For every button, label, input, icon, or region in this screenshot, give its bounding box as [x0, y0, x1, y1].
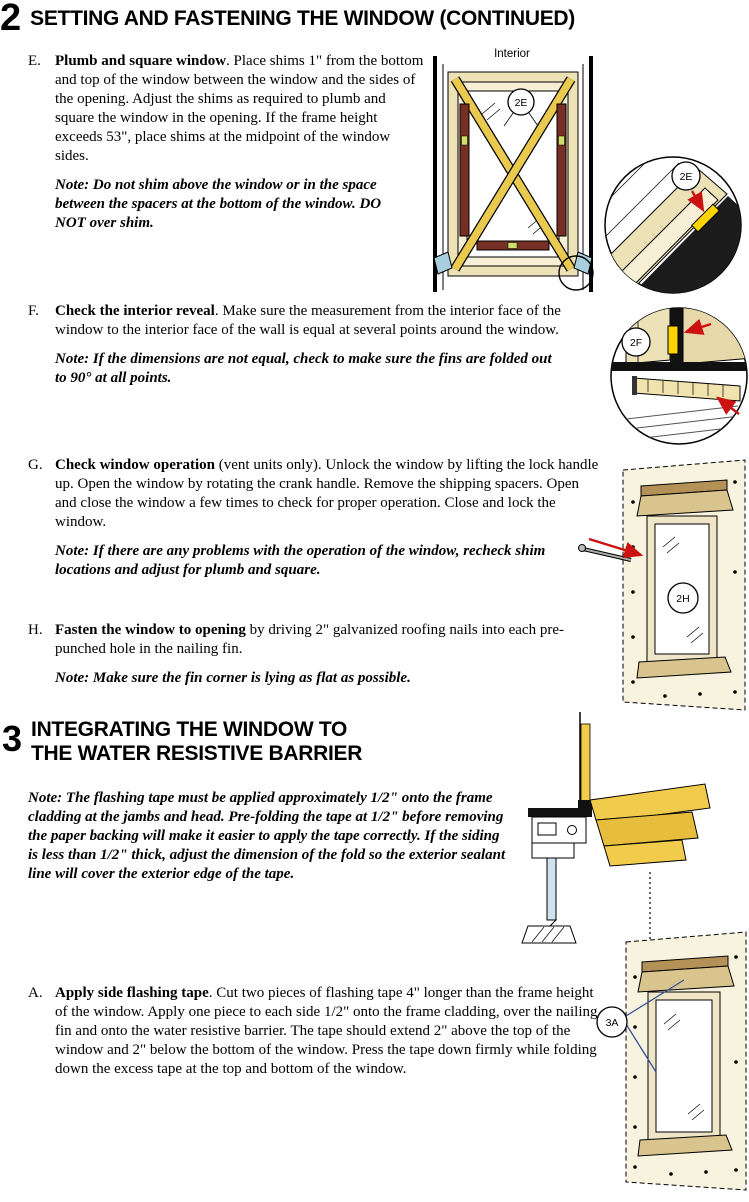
flashing-tape-layers — [590, 784, 710, 866]
figure-window-setting — [424, 42, 602, 294]
corner-shim-detail — [601, 147, 749, 297]
item-G — [28, 456, 600, 580]
item-H-note: Note: Make sure the fin corner is lying as flat as possible. — [55, 670, 411, 686]
reveal-measure-detail — [608, 302, 749, 450]
section3-number: 3 — [2, 718, 22, 759]
head-trim-profile — [528, 800, 592, 817]
figure-2h-fasten — [575, 452, 749, 720]
item-F-lead: Check the interior reveal — [55, 303, 215, 319]
item-G-note: Note: If there are any problems with the operation of the window, recheck shim locations and adjust for plumb and square. — [55, 543, 546, 578]
label-2h: 2H — [676, 593, 690, 605]
figure-flashing-cross-section — [500, 712, 712, 947]
item-A — [28, 984, 608, 1079]
side-tape-illustration — [556, 922, 749, 1202]
item-H-letter: H. — [28, 622, 43, 638]
figure-2e-detail — [601, 147, 749, 297]
flashing-cross-section — [500, 712, 712, 947]
item-G-lead: Check window operation — [55, 457, 216, 473]
window-head-section — [532, 817, 586, 858]
shim — [668, 326, 678, 354]
item-E-note: Note: Do not shim above the window or in the space between the spacers at the bottom of the window. DO NOT over shim. — [55, 177, 382, 231]
section2-header — [0, 0, 575, 39]
label-2f: 2F — [629, 337, 643, 349]
item-H-lead: Fasten the window to opening — [55, 622, 246, 638]
item-F-text: . Make sure the measurement from the interior face of the window to the interior face of the wall is equal at several points around the window. — [55, 303, 561, 338]
section3-header — [2, 716, 371, 766]
item-A-letter: A. — [28, 985, 43, 1001]
section2-title: SETTING AND FASTENING THE WINDOW (CONTINUED) — [30, 7, 575, 30]
section2-number: 2 — [0, 0, 21, 39]
item-E — [28, 52, 424, 233]
flashing-tape-vertical — [581, 724, 590, 802]
interior-label: Interior — [494, 48, 530, 60]
figure-2f-detail — [608, 302, 749, 450]
item-F-note: Note: If the dimensions are not equal, check to make sure the fins are folded out to 90° at all points. — [55, 351, 552, 386]
item-E-text: . Place shims 1" from the bottom and top of the window between the window and the sides of the opening. Adjust the shims as required to plumb and square the window in the opening. If the frame height exceeds 53", place shims at the midpoint of the window sides. — [55, 53, 424, 164]
window-setting-illustration — [424, 42, 602, 294]
item-G-text: (vent units only). Unlock the window by lifting the lock handle up. Open the window by rotating the crank handle. Remove the shipping spacers. Open and close the window a few times to check for proper operation. Close and lock the window. — [55, 457, 599, 530]
label-2e-main: 2E — [514, 97, 528, 109]
glass-section — [547, 858, 556, 920]
label-3a: 3A — [605, 1017, 619, 1029]
section3-title: INTEGRATING THE WINDOW TO THE WATER RESISTIVE BARRIER — [31, 718, 363, 765]
item-F — [28, 302, 590, 388]
item-H-text: by driving 2" galvanized roofing nails into each pre-punched hole in the nailing fin. — [55, 622, 564, 657]
section3-note: Note: The flashing tape must be applied approximately 1/2" onto the frame cladding at the jambs and head. Pre-folding the tape at 1/2" before removing the paper backing will make it easier to apply the tape correctly. If the siding is less than 1/2" thick, adjust the dimension of the fold so the exterior sealant line will cover the exterior edge of the tape. — [28, 790, 506, 882]
item-E-letter: E. — [28, 53, 41, 69]
item-H — [28, 621, 593, 688]
fasten-window-illustration — [575, 452, 749, 720]
item-A-lead: Apply side flashing tape — [55, 985, 209, 1001]
label-2e-detail: 2E — [679, 171, 693, 183]
item-G-letter: G. — [28, 457, 43, 473]
item-A-text: . Cut two pieces of flashing tape 4" longer than the frame height of the window. Apply one piece to each side 1/2" onto the frame cladding, over the nailing fin and onto the water resistive barrier. The tape should extend 2" above the top of the window and 2" below the bottom of the window. Press the tape down firmly while folding down the excess tape at the top and bottom of the window. — [55, 985, 598, 1077]
item-F-letter: F. — [28, 303, 39, 319]
wall-face — [683, 302, 749, 364]
item-E-lead: Plumb and square window — [55, 53, 227, 69]
figure-3a-side-tape — [556, 922, 749, 1202]
